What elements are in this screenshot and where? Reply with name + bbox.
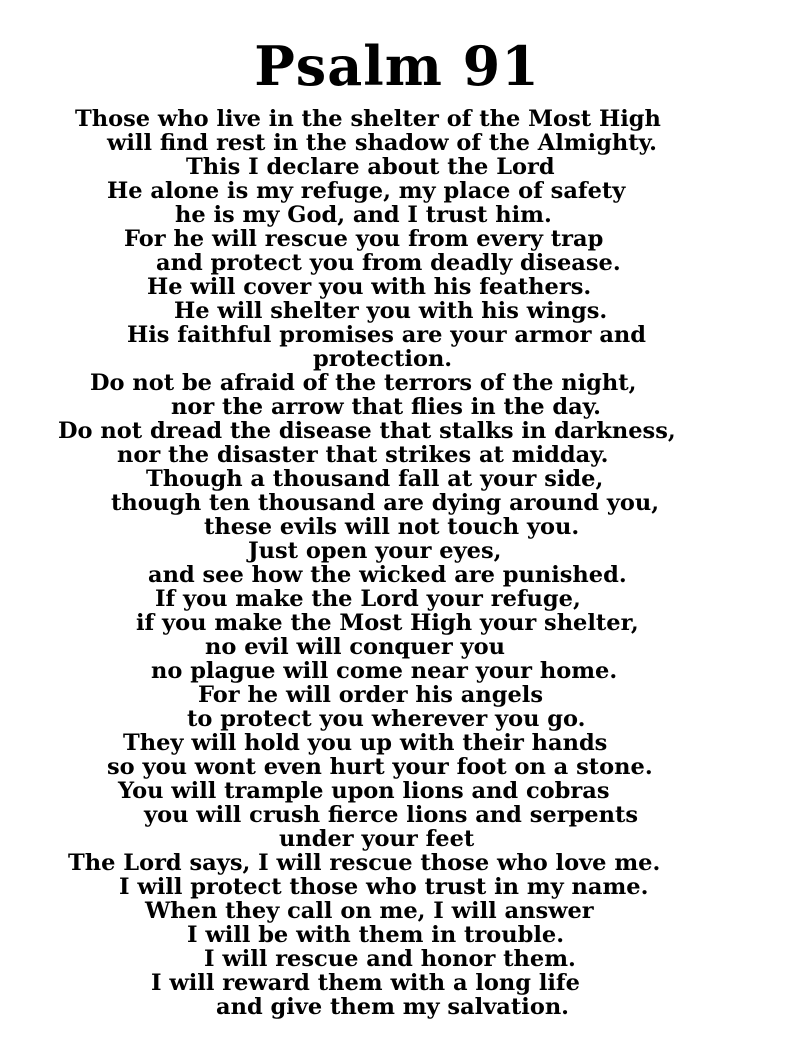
verse-line: and give them my salvation.	[216, 994, 570, 1020]
verse-line: will find rest in the shadow of the Almighty.	[107, 130, 657, 156]
verse-line: he is my God, and I trust him.	[175, 202, 552, 228]
verse-line: to protect you wherever you go.	[187, 706, 586, 732]
verse-line: I will rescue and honor them.	[204, 946, 576, 972]
verse-line: Do not be afraid of the terrors of the night,	[90, 370, 637, 396]
verse-line: though ten thousand are dying around you,	[111, 490, 660, 516]
verse-line: For he will order his angels	[198, 682, 543, 708]
verse-line: He will shelter you with his wings.	[174, 298, 608, 324]
verse-line: these evils will not touch you.	[204, 514, 580, 540]
verse-line: Just open your eyes,	[248, 538, 502, 564]
verse-line: The Lord says, I will rescue those who love me.	[68, 850, 661, 876]
verse-line: I will be with them in trouble.	[187, 922, 565, 948]
verse-line: protection.	[313, 346, 453, 372]
page-title: Psalm 91	[254, 34, 540, 98]
verse-line: if you make the Most High your shelter,	[136, 610, 639, 636]
verse-line: This I declare about the Lord	[186, 154, 555, 180]
verse-line: His faithful promises are your armor and	[127, 322, 647, 348]
verse-line: He alone is my refuge, my place of safety	[107, 178, 626, 204]
verse-line: For he will rescue you from every trap	[124, 226, 604, 252]
verse-line: I will reward them with a long life	[151, 970, 580, 996]
verse-line: I will protect those who trust in my name.	[119, 874, 649, 900]
verse-line: no plague will come near your home.	[151, 658, 618, 684]
verse-line: If you make the Lord your refuge,	[155, 586, 581, 612]
verse-line: He will cover you with his feathers.	[147, 274, 592, 300]
verse-line: nor the arrow that flies in the day.	[171, 394, 602, 420]
verse-line: and protect you from deadly disease.	[156, 250, 621, 276]
verse-line: You will trample upon lions and cobras	[118, 778, 610, 804]
verse-line: When they call on me, I will answer	[145, 898, 594, 924]
verse-line: Do not dread the disease that stalks in darkness,	[58, 418, 676, 444]
verse-line: nor the disaster that strikes at midday.	[117, 442, 609, 468]
verse-line: and see how the wicked are punished.	[148, 562, 627, 588]
verse-line: you will crush fierce lions and serpents	[144, 802, 639, 828]
verse-line: under your feet	[279, 826, 475, 852]
verse-line: Though a thousand fall at your side,	[146, 466, 604, 492]
verse-line: no evil will conquer you	[205, 634, 505, 660]
verse-line: Those who live in the shelter of the Most High	[75, 106, 661, 132]
verse-line: They will hold you up with their hands	[123, 730, 608, 756]
verse-line: so you wont even hurt your foot on a stone.	[107, 754, 653, 780]
